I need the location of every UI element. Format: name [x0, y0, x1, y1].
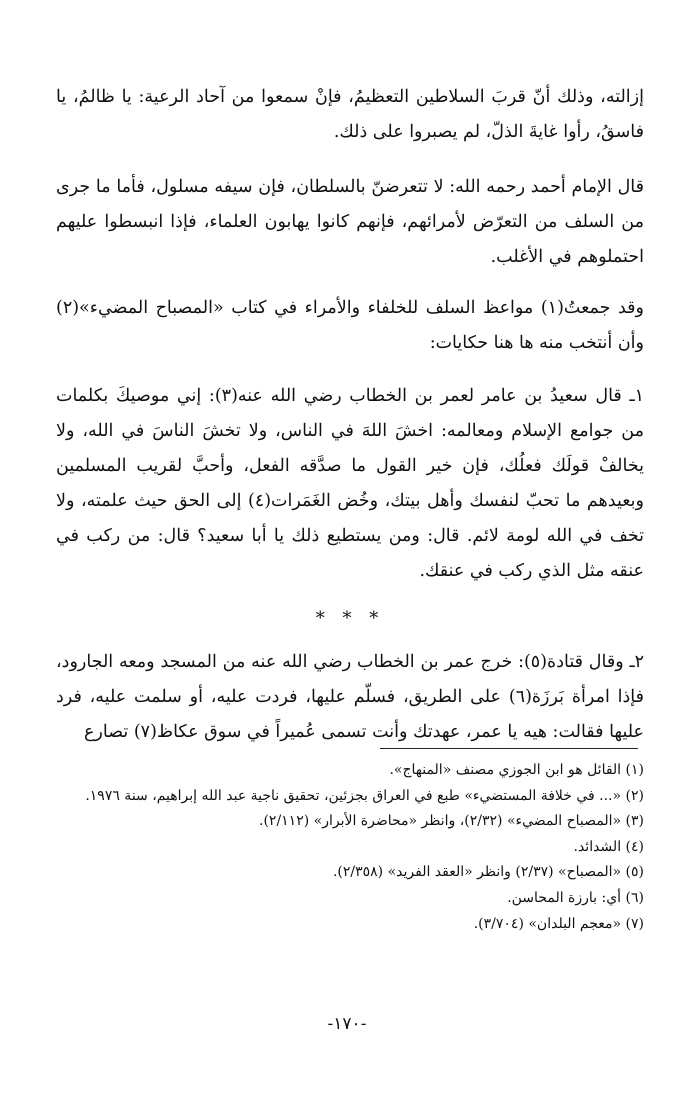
paragraph-collection: وقد جمعتُ(١) مواعظ السلف للخلفاء والأمراء في كتاب «المصباح المضيء»(٢) وأن أنتخب منه ها هنا حكايات: [56, 298, 644, 353]
footnote-6: (٦) أي: بارزة المحاسن. [507, 889, 644, 906]
footnote-divider [380, 748, 638, 749]
footnote-3: (٣) «المصباح المضيء» (٢/٣٢)، وانظر «محاضرة الأبرار» (٢/١١٢). [259, 813, 644, 830]
page-number: -١٧٠- [327, 1014, 367, 1034]
main-text [56, 80, 644, 750]
paragraph-imam-ahmad: قال الإمام أحمد رحمه الله: لا تتعرضنّ بالسلطان، فإن سيفه مسلول، فأما ما جرى من السلف من التعرّض لأمرائهم، فإنهم كانوا يهابون العلماء، فإذا انبسطوا عليهم احتملوهم في الأغلب. [56, 177, 644, 267]
paragraph-intro: إزالته، وذلك أنّ قربَ السلاطين التعظيمُ، فإنْ سمعوا من آحاد الرعية: يا ظالمُ، يا فاسقُ، رأوا غايةَ الذلّ، لم يصبروا على ذلك. [56, 87, 644, 142]
section-separator: * * * [315, 608, 385, 629]
footnote-1: (١) القائل هو ابن الجوزي مصنف «المنهاج». [389, 762, 644, 778]
paragraph-story-1: ١ـ قال سعيدُ بن عامر لعمر بن الخطاب رضي الله عنه(٣): إني موصيكَ بكلمات من جوامع الإسلام ومعالمه: اخشَ اللهَ في الناس، ولا تخشَ الناسَ في الله، ولا يخالفْ قولَك فعلُك، فإن خير القول ما صدَّقه الفعل، وأحبَّ لقريب المسلمين وبعيدهم ما تحبّ لنفسك وأهل بيتك، وخُض الغَمَرات(٤) إلى الحق حيث علمته، ولا تخف في الله لومة لائم. قال: ومن يستطيع ذلك يا أبا سعيد؟ قال: من ركب في عنقه مثل الذي ركب في عنقك. [56, 386, 644, 581]
paragraph-story-2: ٢ـ وقال قتادة(٥): خرج عمر بن الخطاب رضي الله عنه من المسجد ومعه الجارود، فإذا امرأة بَرزَة(٦) على الطريق، فسلّم عليها، فردت عليه، أو سلمت عليه، فرد عليها فقالت: هيه يا عمر، عهدتك وأنت تسمى عُميراً في سوق عكاظ(٧) تصارع [56, 652, 644, 742]
footnote-5: (٥) «المصباح» (٢/٣٧) وانظر «العقد الفريد» (٢/٣٥٨). [332, 864, 644, 881]
footnote-7: (٧) «معجم البلدان» (٣/٧٠٤). [473, 915, 644, 932]
footnotes [56, 758, 644, 937]
footnote-2: (٢) «... في خلافة المستضيء» طبع في العراق بجزئين، تحقيق ناجية عبد الله إبراهيم، سنة ١٩٧٦. [85, 787, 644, 804]
footnote-4: (٤) الشدائد. [573, 838, 644, 855]
